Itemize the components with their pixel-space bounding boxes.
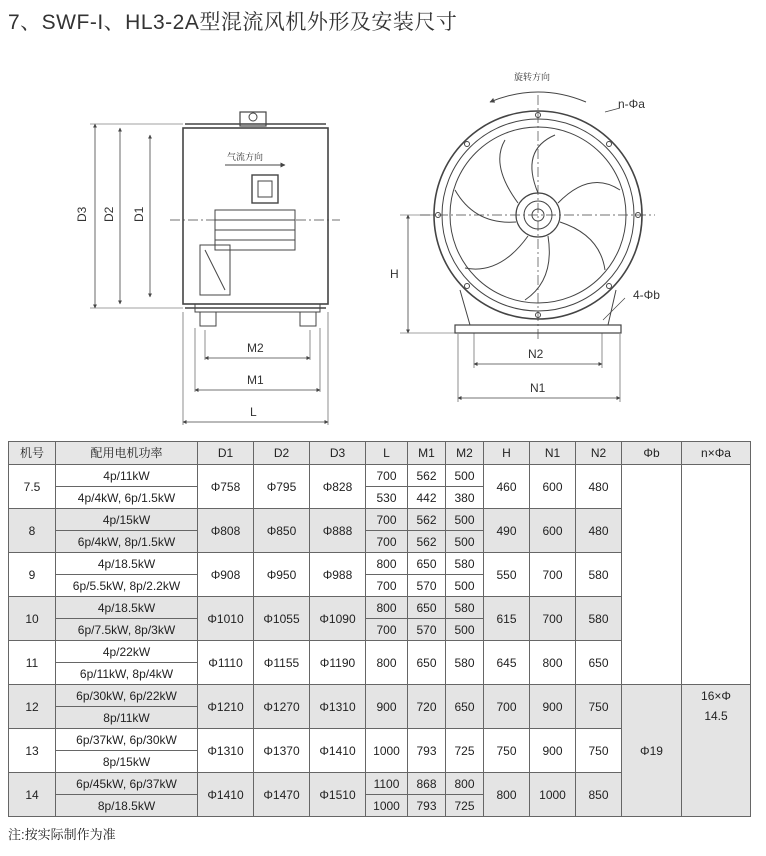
n2: 580 xyxy=(576,553,622,597)
m2: 580 xyxy=(446,597,484,619)
m1: 793 xyxy=(408,795,446,817)
motor-power: 6p/45kW, 6p/37kW xyxy=(56,773,198,795)
l: 1000 xyxy=(366,729,408,773)
m2: 500 xyxy=(446,575,484,597)
h: 700 xyxy=(484,685,530,729)
base-holes-label: 4-Φb xyxy=(633,288,660,302)
l: 700 xyxy=(366,465,408,487)
impeller-blades xyxy=(455,135,620,300)
na-line-2: 14.5 xyxy=(704,709,728,723)
side-view xyxy=(170,112,340,326)
front-view-dimensions xyxy=(400,215,620,402)
col-header: M2 xyxy=(446,442,484,465)
motor-power: 6p/37kW, 6p/30kW xyxy=(56,729,198,751)
n1: 900 xyxy=(530,685,576,729)
col-header: D2 xyxy=(254,442,310,465)
motor-power: 4p/18.5kW xyxy=(56,597,198,619)
motor-power: 6p/4kW, 8p/1.5kW xyxy=(56,531,198,553)
na-line-1: 16×Φ xyxy=(701,689,731,703)
dim-n1-label: N1 xyxy=(530,381,546,395)
motor-power: 8p/18.5kW xyxy=(56,795,198,817)
d2: Φ1155 xyxy=(254,641,310,685)
motor-power: 6p/7.5kW, 8p/3kW xyxy=(56,619,198,641)
d1: Φ1110 xyxy=(198,641,254,685)
l: 700 xyxy=(366,619,408,641)
motor-power: 6p/30kW, 6p/22kW xyxy=(56,685,198,707)
n1: 600 xyxy=(530,465,576,509)
dim-n2-label: N2 xyxy=(528,347,544,361)
fan-no: 13 xyxy=(9,729,56,773)
l: 800 xyxy=(366,597,408,619)
h: 490 xyxy=(484,509,530,553)
dim-d1-label: D1 xyxy=(132,206,146,222)
d1: Φ908 xyxy=(198,553,254,597)
dim-d2-label: D2 xyxy=(102,206,116,222)
n1: 700 xyxy=(530,597,576,641)
table-row xyxy=(9,685,751,707)
na-empty xyxy=(682,465,751,685)
fan-no: 12 xyxy=(9,685,56,729)
fan-no: 14 xyxy=(9,773,56,817)
n2: 650 xyxy=(576,641,622,685)
airflow-label: 气流方向 xyxy=(227,152,264,162)
m1: 793 xyxy=(408,729,446,773)
d2: Φ795 xyxy=(254,465,310,509)
h: 615 xyxy=(484,597,530,641)
fan-dimension-drawing xyxy=(0,40,766,440)
d3: Φ888 xyxy=(310,509,366,553)
n1: 1000 xyxy=(530,773,576,817)
m1: 442 xyxy=(408,487,446,509)
motor-power: 4p/4kW, 6p/1.5kW xyxy=(56,487,198,509)
m1: 562 xyxy=(408,531,446,553)
l: 700 xyxy=(366,509,408,531)
d2: Φ1370 xyxy=(254,729,310,773)
l: 1000 xyxy=(366,795,408,817)
m2: 725 xyxy=(446,795,484,817)
n1: 900 xyxy=(530,729,576,773)
d1: Φ808 xyxy=(198,509,254,553)
h: 800 xyxy=(484,773,530,817)
col-header: M1 xyxy=(408,442,446,465)
l: 900 xyxy=(366,685,408,729)
d1: Φ1310 xyxy=(198,729,254,773)
h: 460 xyxy=(484,465,530,509)
motor-power: 6p/5.5kW, 8p/2.2kW xyxy=(56,575,198,597)
n2: 750 xyxy=(576,729,622,773)
h: 645 xyxy=(484,641,530,685)
fan-no: 10 xyxy=(9,597,56,641)
dim-d3-label: D3 xyxy=(75,206,89,222)
d3: Φ1190 xyxy=(310,641,366,685)
m1: 650 xyxy=(408,597,446,619)
m2: 500 xyxy=(446,509,484,531)
d3: Φ1410 xyxy=(310,729,366,773)
col-header: 配用电机功率 xyxy=(56,442,198,465)
phi-b-empty xyxy=(622,465,682,685)
m2: 725 xyxy=(446,729,484,773)
m1: 650 xyxy=(408,553,446,575)
col-header: n×Φa xyxy=(682,442,751,465)
dim-m1-label: M1 xyxy=(247,373,264,387)
d1: Φ1010 xyxy=(198,597,254,641)
col-header: 机号 xyxy=(9,442,56,465)
dim-h-label: H xyxy=(390,267,399,281)
d3: Φ1310 xyxy=(310,685,366,729)
page-title: 7、SWF-I、HL3-2A型混流风机外形及安装尺寸 xyxy=(8,11,458,34)
fan-no: 9 xyxy=(9,553,56,597)
table-row xyxy=(9,465,751,487)
motor-power: 8p/15kW xyxy=(56,751,198,773)
l: 700 xyxy=(366,531,408,553)
m1: 570 xyxy=(408,619,446,641)
n1: 600 xyxy=(530,509,576,553)
footnote: 注:按实际制作为准 xyxy=(8,827,116,842)
table-header-row xyxy=(9,442,751,465)
l: 700 xyxy=(366,575,408,597)
fan-no: 11 xyxy=(9,641,56,685)
d2: Φ1470 xyxy=(254,773,310,817)
na-merged xyxy=(682,685,751,817)
n2: 750 xyxy=(576,685,622,729)
m2: 500 xyxy=(446,619,484,641)
col-header: N2 xyxy=(576,442,622,465)
m1: 868 xyxy=(408,773,446,795)
motor-power: 4p/22kW xyxy=(56,641,198,663)
m2: 580 xyxy=(446,553,484,575)
l: 800 xyxy=(366,641,408,685)
m2: 500 xyxy=(446,531,484,553)
d2: Φ950 xyxy=(254,553,310,597)
dim-l-label: L xyxy=(250,405,257,419)
motor-power: 4p/15kW xyxy=(56,509,198,531)
d1: Φ1210 xyxy=(198,685,254,729)
col-header: Φb xyxy=(622,442,682,465)
n2: 850 xyxy=(576,773,622,817)
m1: 562 xyxy=(408,465,446,487)
l: 800 xyxy=(366,553,408,575)
d2: Φ1270 xyxy=(254,685,310,729)
l: 530 xyxy=(366,487,408,509)
col-header: D3 xyxy=(310,442,366,465)
fan-no: 8 xyxy=(9,509,56,553)
d1: Φ758 xyxy=(198,465,254,509)
m1: 650 xyxy=(408,641,446,685)
d1: Φ1410 xyxy=(198,773,254,817)
m1: 720 xyxy=(408,685,446,729)
m2: 650 xyxy=(446,685,484,729)
m2: 800 xyxy=(446,773,484,795)
m1: 562 xyxy=(408,509,446,531)
d3: Φ988 xyxy=(310,553,366,597)
bolt-holes-label: n-Φa xyxy=(618,97,645,111)
m2: 500 xyxy=(446,465,484,487)
drawing-svg xyxy=(0,40,766,440)
h: 750 xyxy=(484,729,530,773)
rotation-label: 旋转方向 xyxy=(514,72,551,82)
motor-power: 4p/11kW xyxy=(56,465,198,487)
m1: 570 xyxy=(408,575,446,597)
front-view xyxy=(420,92,655,340)
n2: 480 xyxy=(576,509,622,553)
n1: 800 xyxy=(530,641,576,685)
n2: 480 xyxy=(576,465,622,509)
motor-power: 8p/11kW xyxy=(56,707,198,729)
d2: Φ850 xyxy=(254,509,310,553)
m2: 380 xyxy=(446,487,484,509)
m2: 580 xyxy=(446,641,484,685)
d3: Φ828 xyxy=(310,465,366,509)
fan-no: 7.5 xyxy=(9,465,56,509)
dimension-table xyxy=(8,441,751,817)
motor-power: 6p/11kW, 8p/4kW xyxy=(56,663,198,685)
phi-b-merged: Φ19 xyxy=(622,685,682,817)
dim-m2-label: M2 xyxy=(247,341,264,355)
d3: Φ1090 xyxy=(310,597,366,641)
motor-power: 4p/18.5kW xyxy=(56,553,198,575)
col-header: D1 xyxy=(198,442,254,465)
col-header: L xyxy=(366,442,408,465)
side-view-dimensions xyxy=(90,124,328,425)
n1: 700 xyxy=(530,553,576,597)
l: 1100 xyxy=(366,773,408,795)
h: 550 xyxy=(484,553,530,597)
col-header: H xyxy=(484,442,530,465)
col-header: N1 xyxy=(530,442,576,465)
d2: Φ1055 xyxy=(254,597,310,641)
d3: Φ1510 xyxy=(310,773,366,817)
n2: 580 xyxy=(576,597,622,641)
